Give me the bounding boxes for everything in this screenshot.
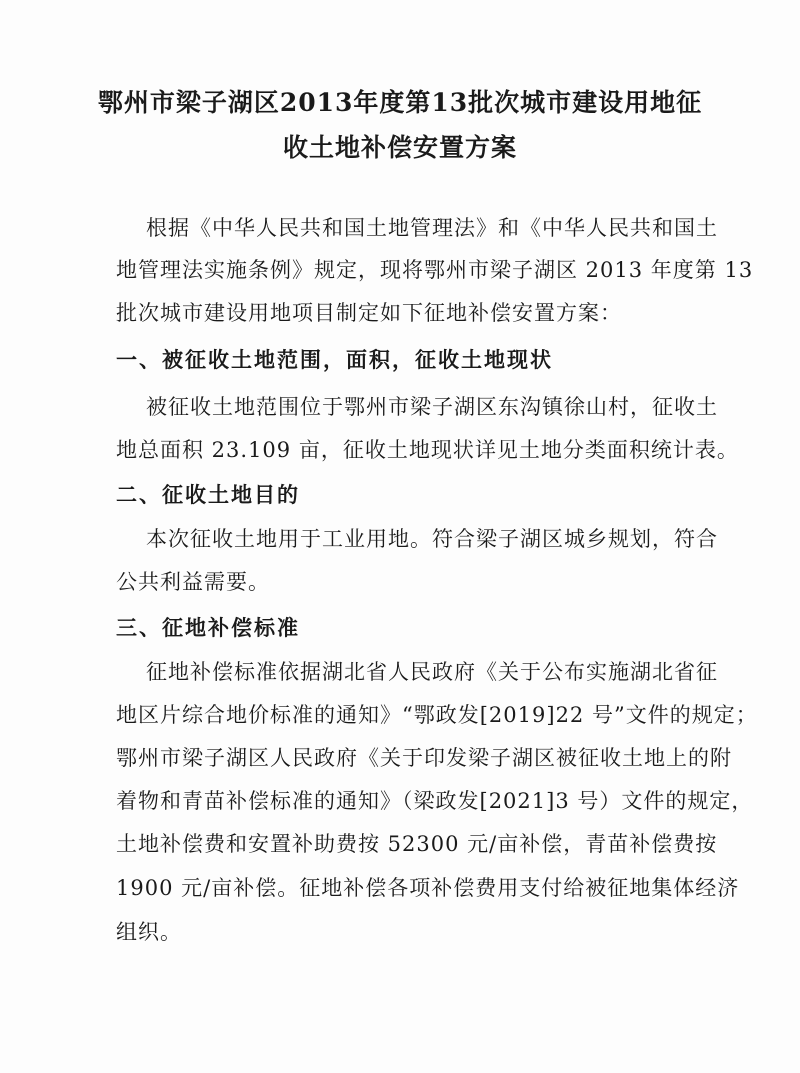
section-3-line-7: 组织。 xyxy=(116,920,182,944)
section-1-line-1: 被征收土地范围位于鄂州市梁子湖区东沟镇徐山村，征收土 xyxy=(146,395,718,419)
section-3-heading: 三、征地补偿标准 xyxy=(116,616,300,640)
section-3-line-6: 1900 元/亩补偿。征地补偿各项补偿费用支付给被征地集体经济 xyxy=(116,876,740,900)
section-3-line-1: 征地补偿标准依据湖北省人民政府《关于公布实施湖北省征 xyxy=(146,660,718,684)
section-2-line-2: 公共利益需要。 xyxy=(116,570,270,594)
intro-line-2: 地管理法实施条例》规定，现将鄂州市梁子湖区 2013 年度第 13 xyxy=(116,258,754,282)
document-title-line-2: 收土地补偿安置方案 xyxy=(282,133,517,162)
section-3-line-3: 鄂州市梁子湖区人民政府《关于印发梁子湖区被征收土地上的附 xyxy=(116,746,732,770)
section-3-line-2: 地区片综合地价标准的通知》“鄂政发[2019]22 号”文件的规定； xyxy=(116,703,758,727)
section-2-heading: 二、征收土地目的 xyxy=(116,483,300,507)
intro-line-3: 批次城市建设用地项目制定如下征地补偿安置方案： xyxy=(116,301,622,325)
document-title-line-1: 鄂州市梁子湖区2013年度第13批次城市建设用地征 xyxy=(97,88,703,117)
intro-line-1: 根据《中华人民共和国土地管理法》和《中华人民共和国土 xyxy=(146,216,718,240)
section-3-line-4: 着物和青苗补偿标准的通知》（梁政发[2021]3 号）文件的规定， xyxy=(116,789,754,813)
section-1-line-2: 地总面积 23.109 亩，征收土地现状详见土地分类面积统计表。 xyxy=(116,438,739,462)
section-1-heading: 一、被征收土地范围，面积，征收土地现状 xyxy=(116,348,553,372)
section-2-line-1: 本次征收土地用于工业用地。符合梁子湖区城乡规划，符合 xyxy=(146,527,718,551)
section-3-line-5: 土地补偿费和安置补助费按 52300 元/亩补偿，青苗补偿费按 xyxy=(116,832,718,856)
